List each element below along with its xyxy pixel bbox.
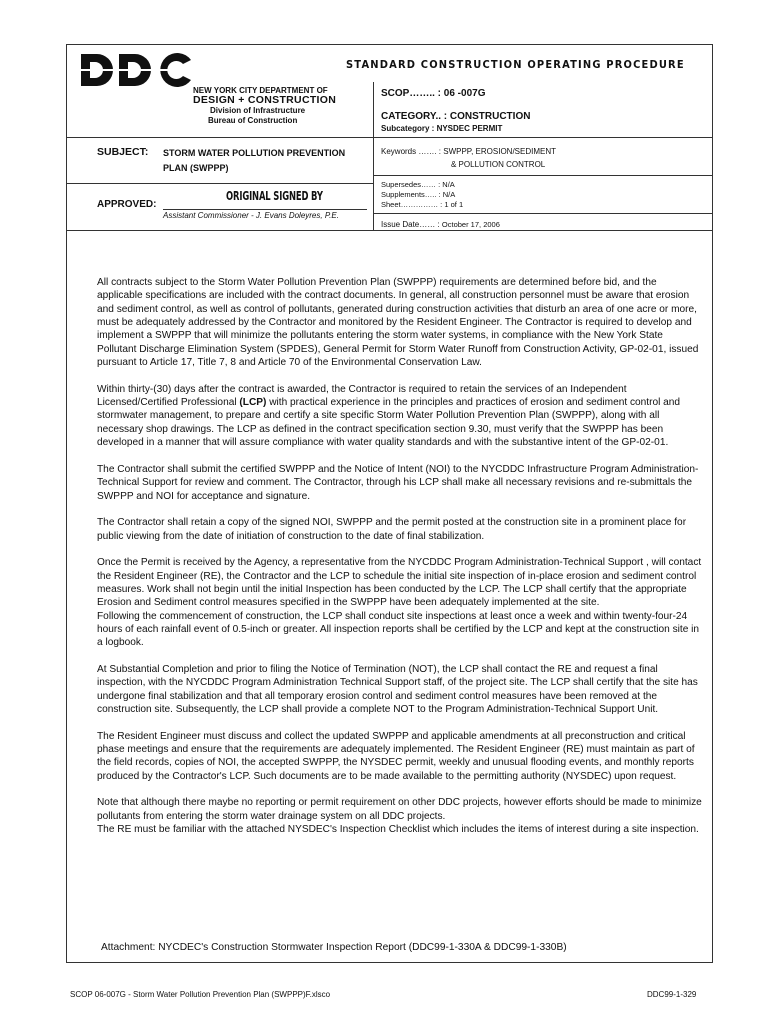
approved-label: APPROVED: <box>97 199 157 210</box>
division-name: Division of Infrastructure <box>210 106 306 115</box>
subject-line2: PLAN (SWPPP) <box>163 163 229 173</box>
sheet: Sheet…………… : 1 of 1 <box>381 200 464 209</box>
paragraph: All contracts subject to the Storm Water Pollution Prevention Plan (SWPPP) requirements are determined before bid, and the applicable specifications are included with the contract documents. In general, all construction personnel must be aware that erosion and sediment control, as well as control of pollutants, generated during construction activities that disturb an area of one acre or more, must be adequately addressed by the Contractor and monitored by the Resident Engineer. The Contractor is required to develop and implement a SWPPP that will minimize the pollutants entering the storm water systems, in compliance with the New York State Pollutant Discharge Elimination System (SPDES), General Permit for Storm Water Runoff from Construction Activity, GP-02-01, issued pursuant to Article 17, Title 7, 8 and Article 70 of the Environmental Conservation Law. <box>97 277 699 369</box>
attachment-line: Attachment: NYCDEC's Construction Stormwater Inspection Report (DDC99-1-330A & DDC99-1-330B) <box>101 942 567 953</box>
paragraph: The Resident Engineer must discuss and collect the updated SWPPP and applicable amendments at all preconstruction and critical phase meetings and ensure that the requirements are adequately implemented. The Resident Engineer (RE) must maintain as part of the field records, copies of NOI, the accepted SWPPP, the NYSDEC permit, weekly and unusual flooding events, and monthly reports produced by the Contractor's LCP. Such documents are to be made available to the permitting authority (NYSDEC) upon request. <box>97 730 695 782</box>
keywords-line1: Keywords ……. : SWPPP, EROSION/SEDIMENT <box>381 147 556 156</box>
signature-line <box>163 209 367 210</box>
supersedes: Supersedes…… : N/A <box>381 180 455 189</box>
keywords <box>381 146 556 171</box>
subject-value <box>163 146 373 176</box>
body-text <box>97 276 704 850</box>
dept-line1: NEW YORK CITY DEPARTMENT OF <box>193 86 328 95</box>
lcp-bold: (LCP) <box>239 397 267 409</box>
scop-number: SCOP…….. : 06 -007G <box>381 88 486 99</box>
divider <box>66 183 373 184</box>
paragraph: Following the commencement of construction, the LCP shall conduct site inspections at least once a week and within twenty-four-24 hours of each rainfall event of 0.5-inch or greater. All inspection reports shall be certified by the LCP and kept at the construction site in a logbook. <box>97 610 700 649</box>
header-vertical-divider <box>373 82 374 231</box>
subject-label: SUBJECT: <box>97 146 149 158</box>
paragraph: Once the Permit is received by the Agency, a representative from the NYCDDC Program Administration-Technical Support , will contact the Resident Engineer (RE), the Contractor and the LCP to schedule the initial site inspection of in-place erosion and sediment control measures. Work shall not begin until the initial Inspection has been conducted by the LCP. The LCP shall certify that the appropriate Erosion and Sediment control measures specified in the SWPPP have been adequately implemented at the site. <box>97 557 702 609</box>
issue-date-label: Issue Date…… : <box>381 220 440 229</box>
subcategory: Subcategory : NYSDEC PERMIT <box>381 124 503 133</box>
document-title: STANDARD CONSTRUCTION OPERATING PROCEDURE <box>346 58 685 71</box>
category: CATEGORY.. : CONSTRUCTION <box>381 111 531 122</box>
paragraph: Note that although there maybe no reporting or permit requirement on other DDC projects, however efforts should be made to minimize pollutants from entering the storm water drainage system on all DDC projects. <box>97 797 702 822</box>
signature: ORIGINAL SIGNED BY <box>226 189 323 203</box>
divider <box>66 137 373 138</box>
footer-left: SCOP 06-007G - Storm Water Pollution Prevention Plan (SWPPP)F.xlsco <box>70 990 331 999</box>
meta-block <box>381 180 463 210</box>
divider <box>373 213 713 214</box>
bureau-name: Bureau of Construction <box>208 116 298 125</box>
keywords-line2: & POLLUTION CONTROL <box>451 159 546 169</box>
paragraph-text: with practical experience in the principles and practices of erosion and sediment control and stormwater management, to prepare and certify a site specific Storm Water Pollution Prevention Plan (SWPPP), along with all necessary shop drawings. The LCP as defined in the contract specification section 9.30, must verify that the SWPPP has been developed in a manner that will assure compliance with water quality standards and with the substantive intent of the GP-02-01. <box>97 397 681 449</box>
issue-date-value: October 17, 2006 <box>441 220 500 229</box>
signer-name: Assistant Commissioner - J. Evans Doleyres, P.E. <box>163 211 339 220</box>
paragraph: At Substantial Completion and prior to filing the Notice of Termination (NOT), the LCP shall contact the RE and request a final inspection, with the NYCDDC Program Administration Technical Support staff, of the project site. The LCP shall certify that the site has undergone final stabilization and that all temporary erosion control and sediment control measures have been removed at the construction site. Subsequently, the LCP shall provide a complete NOT to the Program Administration-Technical Support Unit. <box>97 663 698 715</box>
paragraph: The RE must be familiar with the attached NYSDEC's Inspection Checklist which includes the items of interest during a site inspection. <box>97 824 699 836</box>
supplements: Supplements….. : N/A <box>381 190 456 199</box>
divider <box>373 137 713 138</box>
paragraph: The Contractor shall submit the certified SWPPP and the Notice of Intent (NOI) to the NYCDDC Infrastructure Program Administration-Technical Support for review and comment. The Contractor, through his LCP shall make all necessary revisions and re-submittals the SWPPP and NOI for acceptance and signature. <box>97 463 699 502</box>
dept-line2: DESIGN + CONSTRUCTION <box>193 94 337 106</box>
footer-right: DDC99-1-329 <box>647 990 697 999</box>
divider <box>373 175 713 176</box>
paragraph-text: Within thirty-(30) days after the contract is awarded, the Contractor is required to retain the services of an Independent Licensed/Certified Professional <box>97 383 627 409</box>
issue-date <box>381 220 500 229</box>
subject-line1: STORM WATER POLLUTION PREVENTION <box>163 148 346 158</box>
paragraph <box>97 383 704 450</box>
paragraph: The Contractor shall retain a copy of the signed NOI, SWPPP and the permit posted at the construction site in a prominent place for public viewing from the date of initiation of construction to the date of final stabilization. <box>97 517 687 542</box>
ddc-logo <box>79 50 194 90</box>
